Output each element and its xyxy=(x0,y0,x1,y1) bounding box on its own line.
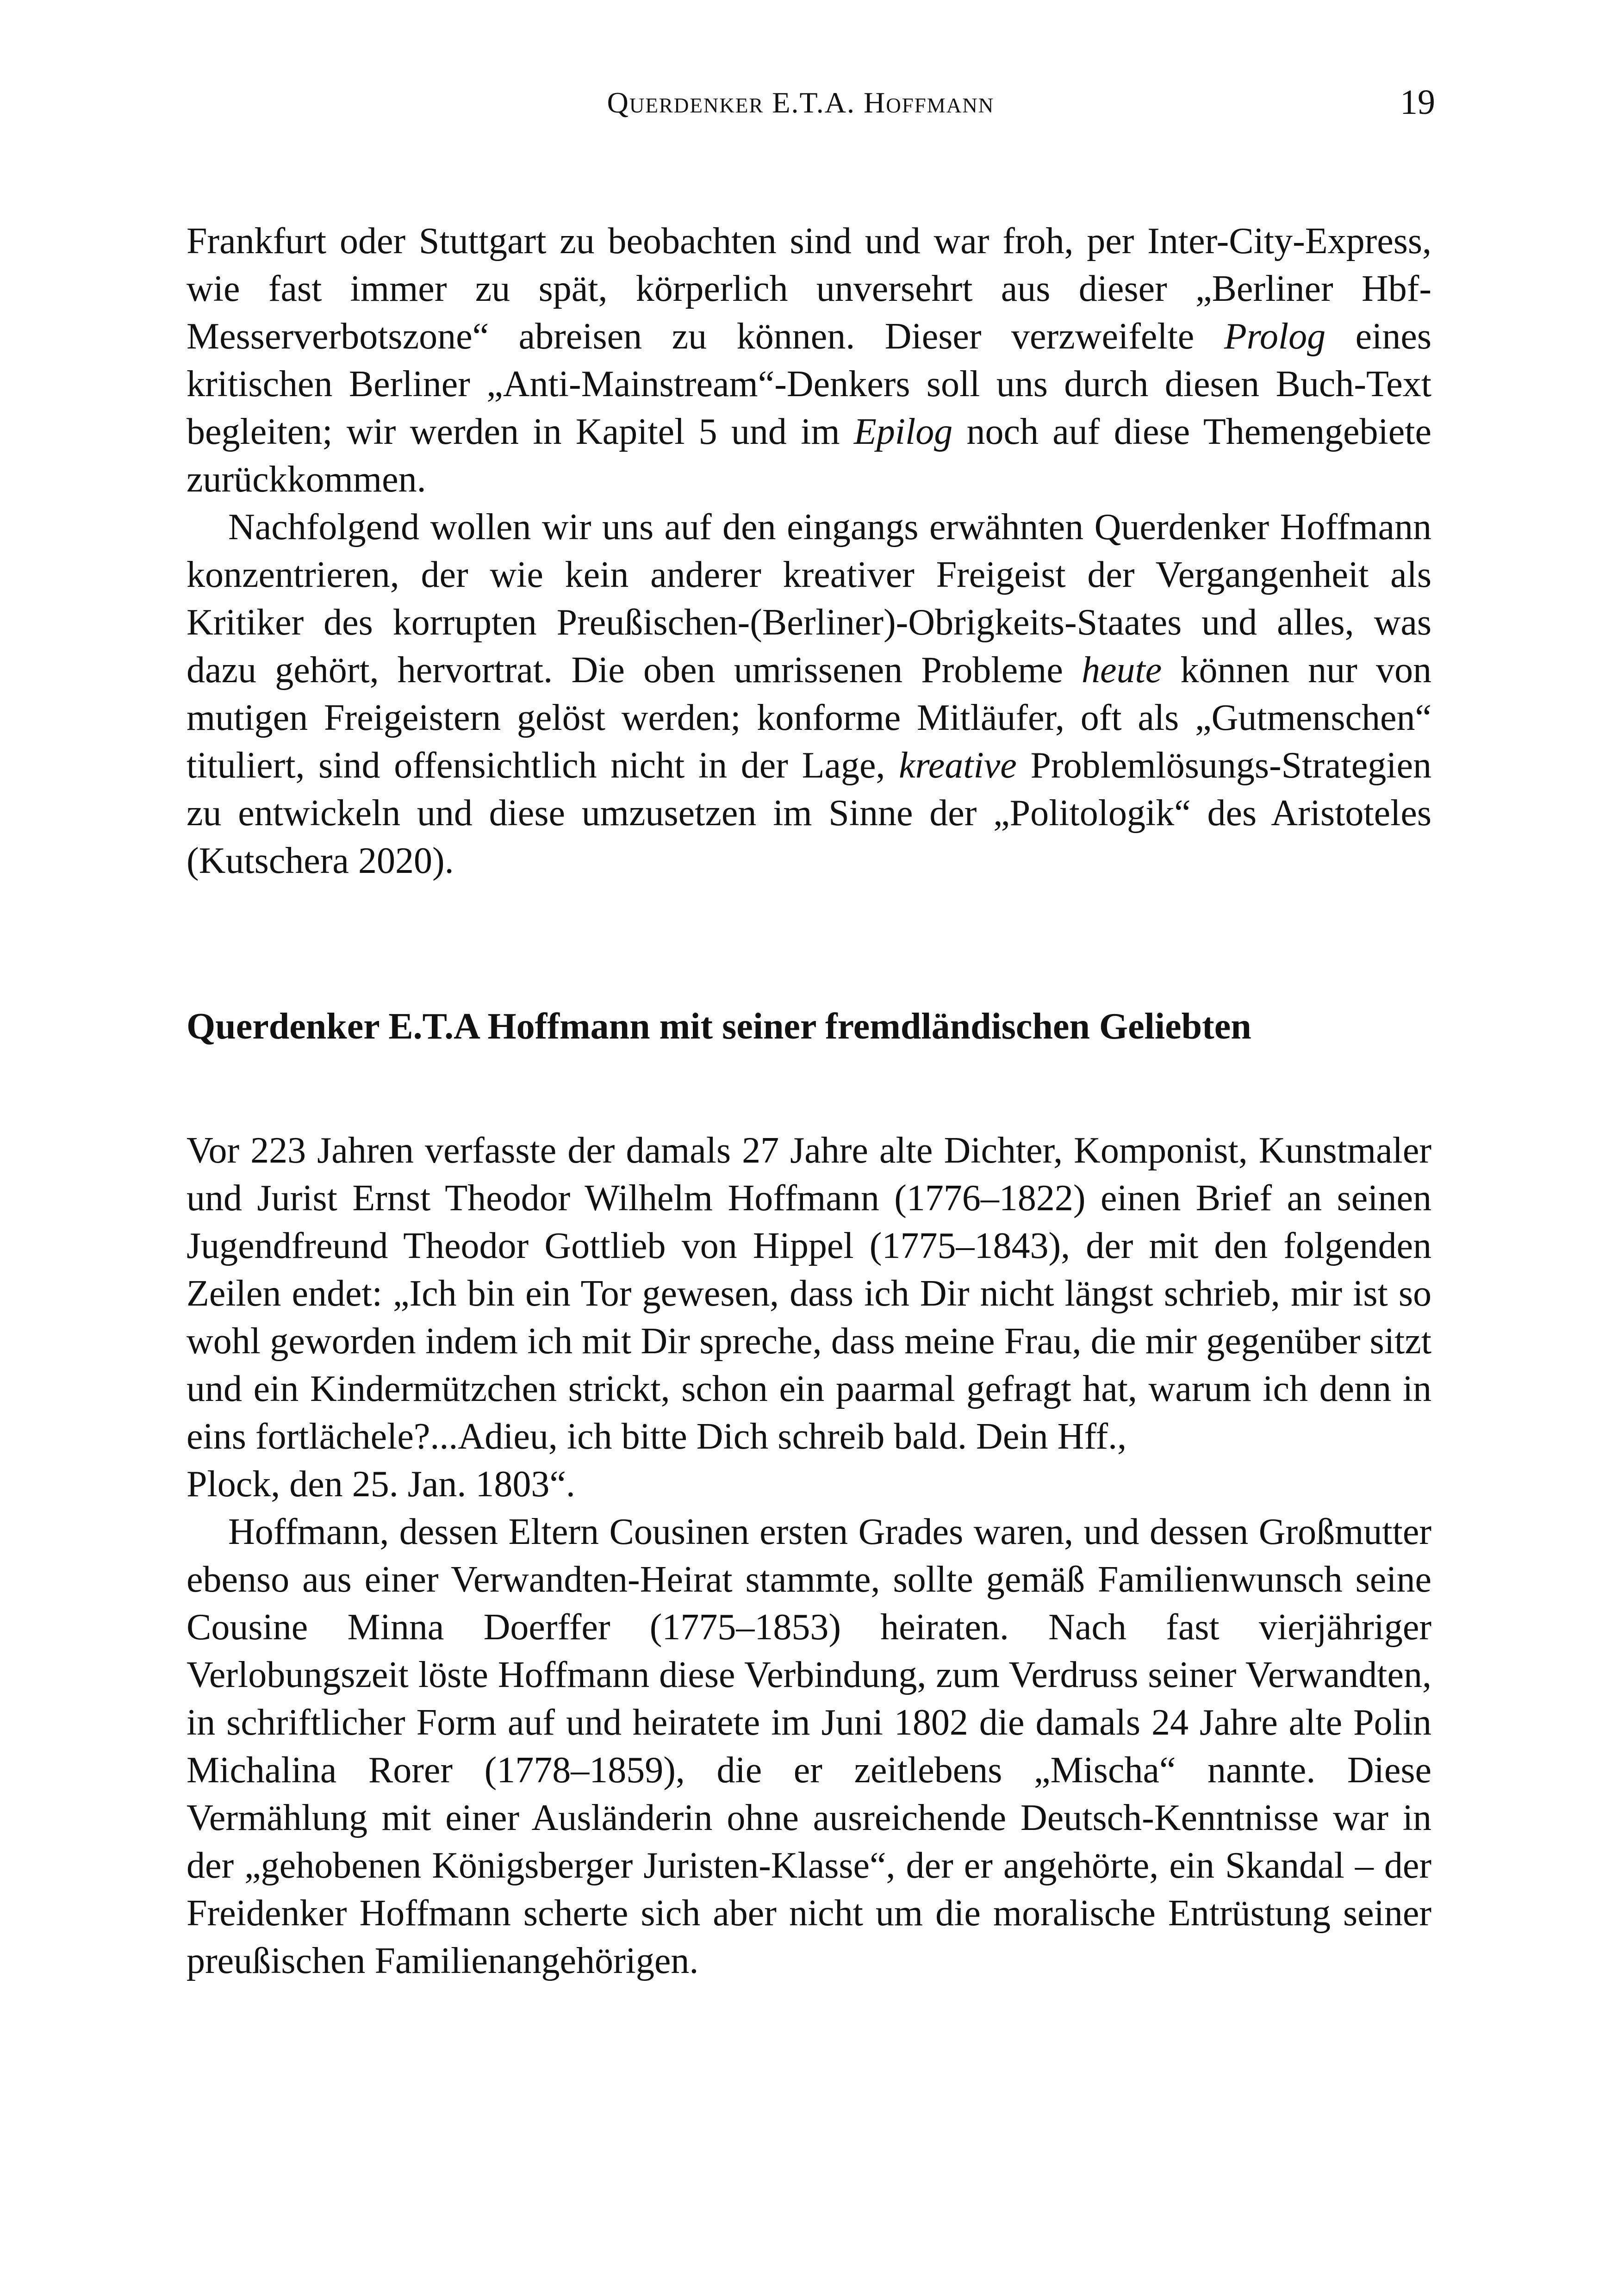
page-number: 19 xyxy=(1400,83,1435,122)
text-run: Problemlösungs-Strategien zu entwickeln und diese umzusetzen im Sinne der „Politologik“ des Aristoteles (Kutschera 2020). xyxy=(187,745,1432,881)
running-head: Querdenker E.T.A. Hoffmann xyxy=(607,86,995,119)
text-run: Vor 223 Jahren verfasste der damals 27 Jahre alte Dichter, Komponist, Kunstmaler und Jurist Ernst Theodor Wilhelm Hoffmann (1776–1822) einen Brief an seinen Jugendfreund Theodor Gottlieb von Hippel (1775–1843), der mit den folgenden Zeilen endet: „Ich bin ein Tor gewesen, dass ich Dir nicht längst schrieb, mir ist so wohl geworden indem ich mit Dir spreche, dass meine Frau, die mir gegenüber sitzt und ein Kindermützchen strickt, schon ein paarmal gefragt hat, warum ich denn in eins fortlächele?...Adieu, ich bitte Dich schreib bald. Dein Hff., xyxy=(187,1130,1431,1457)
text-run: Frankfurt oder Stuttgart zu beobachten sind und war froh, per Inter-City-Express, wie fast immer zu spät, körperlich unversehrt aus dieser „Berliner Hbf-Messerverbotszone“ abreisen zu können. Dieser verzweifelte xyxy=(187,221,1431,357)
text-run: eines kritischen Berliner „Anti-Mainstream“-Denkers soll uns durch diesen Buch-Text begleiten; wir werden in Kapitel 5 und im xyxy=(187,316,1432,452)
text-run: können nur von mutigen Freigeistern gelöst werden; konforme Mitläufer, oft als „Gutmenschen“ tituliert, sind offensichtlich nicht in der Lage, xyxy=(187,650,1431,786)
text-run: Plock, den 25. Jan. 1803“. xyxy=(187,1464,575,1505)
italic-text: Epilog xyxy=(853,411,953,452)
section-heading: Querdenker E.T.A Hoffmann mit seiner fremdländischen Geliebten xyxy=(187,1006,1251,1047)
body-text xyxy=(187,218,1431,1985)
italic-text: Prolog xyxy=(1224,316,1326,357)
italic-text: heute xyxy=(1082,650,1162,691)
text-run: noch auf diese Themengebiete zurückkommen. xyxy=(187,411,1432,500)
paragraph xyxy=(187,504,1431,885)
paragraph: Hoffmann, dessen Eltern Cousinen ersten Grades waren, und dessen Großmutter ebenso aus einer Verwandten-Heirat stammte, sollte gemäß Familienwunsch seine Cousine Minna Doerffer (1775–1853) heiraten. Nach fast vierjähriger Verlobungszeit löste Hoffmann diese Verbindung, zum Verdruss seiner Verwandten, in schriftlicher Form auf und heiratete im Juni 1802 die damals 24 Jahre alte Polin Michalina Rorer (1778–1859), die er zeitlebens „Mischa“ nannte. Diese Vermählung mit einer Ausländerin ohne ausreichende Deutsch-Kenntnisse war in der „gehobenen Königsberger Juristen-Klasse“, der er angehörte, ein Skandal – der Freidenker Hoffmann scherte sich aber nicht um die moralische Entrüstung seiner preußischen Familienangehörigen. xyxy=(187,1512,1431,1981)
italic-text: kreative xyxy=(899,745,1017,786)
paragraph xyxy=(187,1127,1431,1508)
text-run: Nachfolgend wollen wir uns auf den eingangs erwähnten Querdenker Hoffmann konzentrieren, der wie kein anderer kreativer Freigeist der Vergangenheit als Kritiker des korrupten Preußischen-(Berliner)-Obrigkeits-Staates und alles, was dazu gehört, hervortrat. Die oben umrissenen Probleme xyxy=(187,507,1431,691)
paragraph xyxy=(187,218,1431,504)
